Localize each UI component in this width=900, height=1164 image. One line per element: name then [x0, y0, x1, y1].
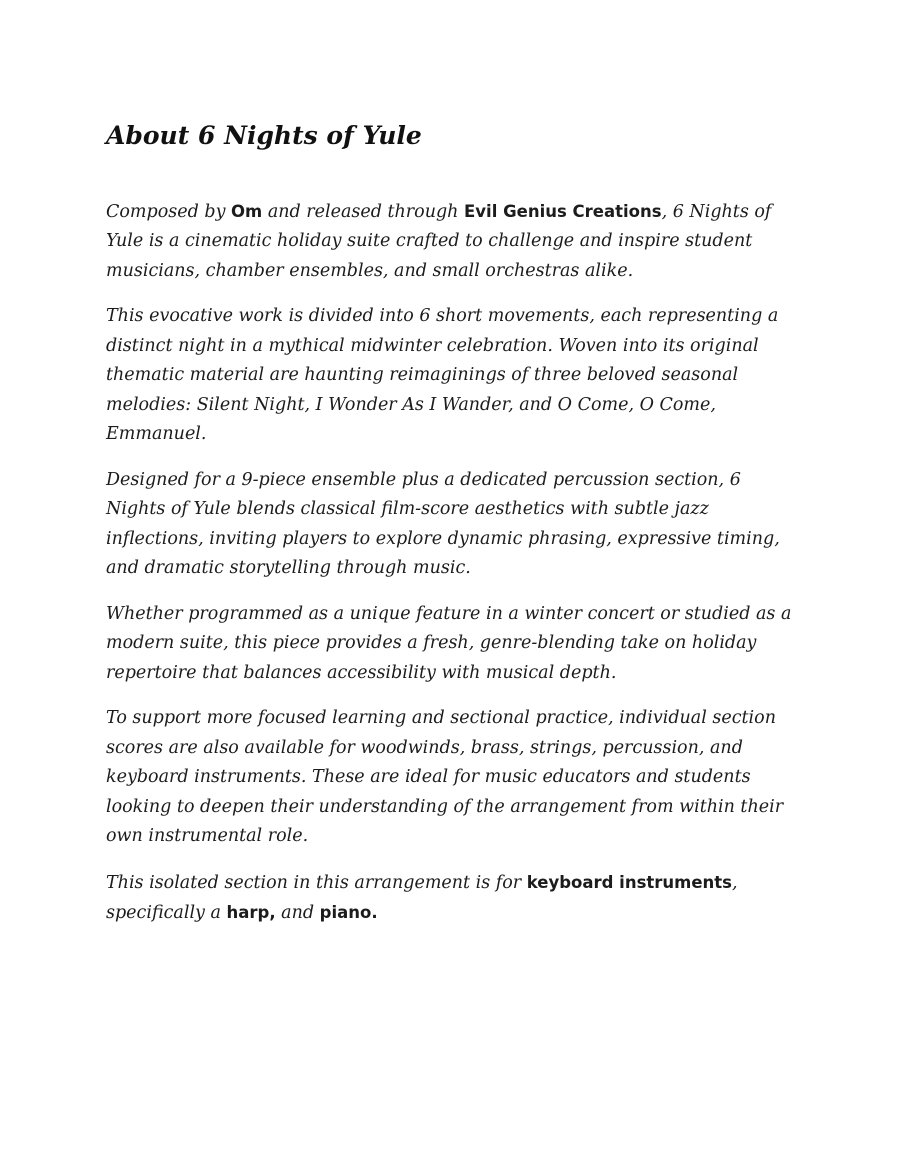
- text-run: ,: [661, 201, 673, 222]
- text-run: Designed for a 9-piece ensemble plus a dedicated percussion section,: [106, 469, 730, 490]
- work-title: 6 Nights of Yule: [106, 201, 772, 251]
- text-run: is a cinematic holiday suite crafted to challenge and inspire student musicians, chamber ensembles, and small orchestras alike.: [106, 231, 753, 281]
- instrument-name: harp,: [226, 903, 276, 922]
- document-page: [106, 120, 796, 945]
- text-run: Composed by: [106, 201, 232, 222]
- paragraph-intro: [106, 197, 796, 287]
- text-run: ,: [304, 394, 316, 415]
- song-title: Silent Night: [196, 394, 305, 415]
- text-run: and: [275, 903, 320, 923]
- paragraph-ensemble: [106, 466, 796, 584]
- text-run: , and: [508, 394, 558, 415]
- song-title: I Wonder As I Wander: [315, 394, 509, 415]
- paragraph-movements: [106, 302, 796, 450]
- song-title: O Come, O Come, Emmanuel: [106, 394, 716, 444]
- text-run: This isolated section in this arrangement is for: [106, 872, 527, 893]
- section-name: keyboard instruments: [526, 872, 733, 892]
- paragraph-sections: To support more focused learning and sectional practice, individual section scores are also available for woodwinds, brass, strings, percussion, and keyboard instruments. These are ideal for music educators and students looking to deepen their understanding of the arrangement from within their own instrumental role.: [106, 708, 784, 846]
- text-run: blends classical film-score aesthetics with subtle jazz inflections, inviting players to explore dynamic phrasing, expressive timing, and dramatic storytelling through music.: [106, 499, 780, 578]
- paragraph-programming: Whether programmed as a unique feature in a winter concert or studied as a modern suite, this piece provides a fresh, genre-blending take on holiday repertoire that balances accessibility with musical depth.: [106, 603, 792, 683]
- instrument-name: piano.: [319, 903, 378, 922]
- paragraph-keyboard-section: [106, 868, 796, 929]
- text-run: .: [200, 424, 207, 444]
- composer-name: Om: [231, 201, 263, 221]
- publisher-name: Evil Genius Creations: [464, 201, 662, 221]
- text-run: This evocative work is divided into 6 short movements, each representing a distinct night in a mythical midwinter celebration. Woven into its original thematic material are haunting reimaginings of three beloved seasonal melodies:: [106, 306, 779, 415]
- work-title: 6 Nights of Yule: [106, 469, 741, 519]
- title-work: 6 Nights of Yule: [198, 121, 422, 150]
- title-prefix: About: [106, 121, 190, 150]
- text-run: , specifically a: [106, 872, 738, 923]
- text-run: and released through: [262, 201, 465, 222]
- page-title: [106, 120, 796, 153]
